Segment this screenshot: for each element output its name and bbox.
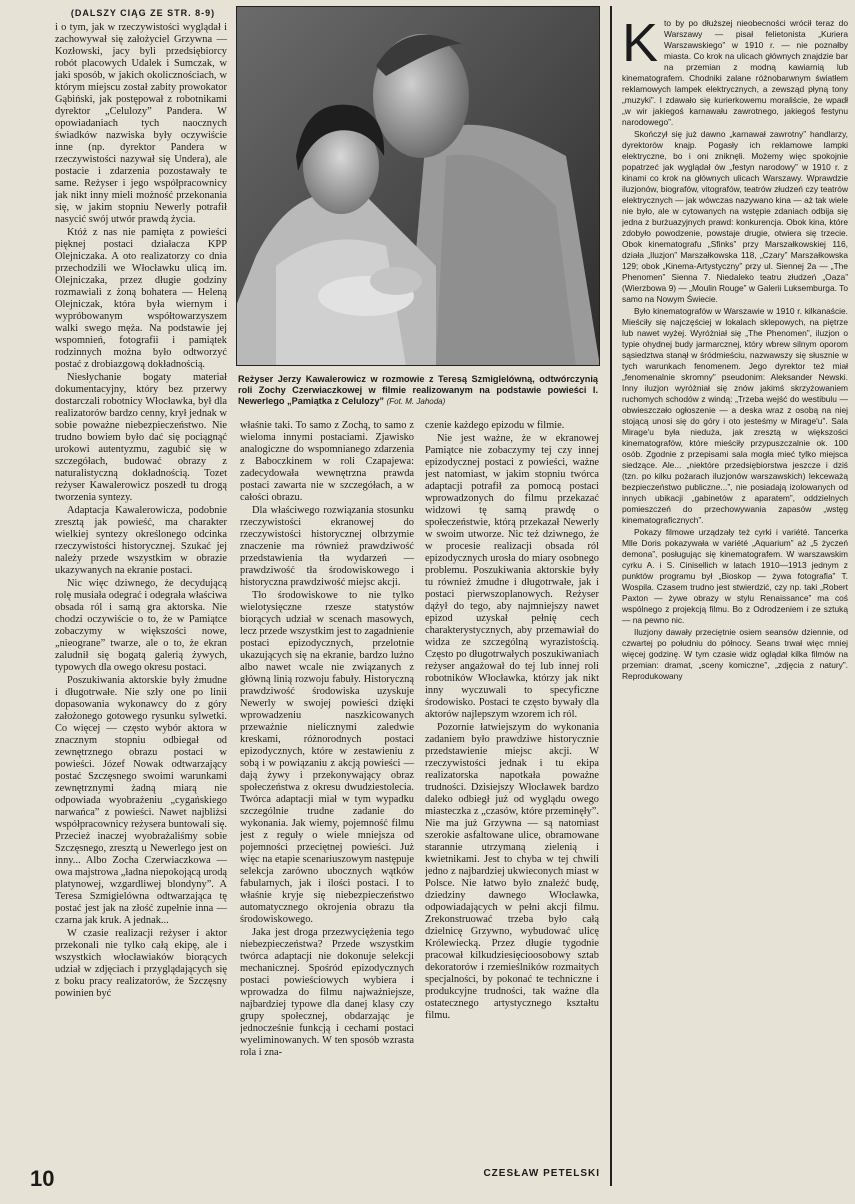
paragraph: Dla właściwego rozwiązania stosunku rzeczywistości ekranowej do rzeczywistości historycznej olbrzymie znaczenie ma również prawdziwość przedstawienia tła wydarzeń — prawdziwość tła środowiskowego i historyczna prawdziwość miejsc akcji. <box>240 505 414 588</box>
continuation-header: (DALSZY CIĄG ZE STR. 8-9) <box>70 8 216 18</box>
paragraph: i o tym, jak w rzeczywistości wyglądał i zachowywał się założyciel Grzywna — Kozłowski, jacy byli przedsiębiorcy robót placowych Udalek i Sumczak, w jaki sposób, w jakich okolicznościach, w którym miejscu został zabity prowokator Gąbiński, jak postępował z robotnikami dyrektor „Celulozy” Pandera. W opowiadaniach tych naocznych świadków nazwiska były oczywiście inne (np. dyrektor Pandera w rzeczywistości nazywał się Undera), ale postacie i zdarzenia pozostawały te same. Reżyser i jego współpracownicy jak nikt inny mieli możność przekonania się, w jakim stopniu Newerly potrafił nasycić swój utwór prawdą życia. <box>55 22 227 225</box>
photo-credit: (Fot. M. Jahoda) <box>386 397 446 406</box>
sidebar-article <box>622 18 848 1178</box>
paragraph: Któż z nas nie pamięta z powieści pięknej postaci działacza KPP Olejniczaka. A oto realizatorzy co dnia przechodzili we Włocławku ulicą im. Olejniczaka, przez długie godziny rozmawiali z żoną bohatera — Heleną Olejniczak, która była wiernym i wypróbowanym współtowarzyszem walki swego męża. Na podstawie jej wspomnień, fotografii i pamiątek rodzinnych można było odtworzyć postać z drobiazgową dokładnością. <box>55 227 227 370</box>
paragraph: właśnie taki. To samo z Zochą, to samo z wieloma innymi postaciami. Zjawisko analogiczne do wspomnianego zdarzenia z Baboczkinem w roli Czapajewa: zadecydowała wewnętrzna prawda postaci zawarta nie w szczegółach, a w całości obrazu. <box>240 420 414 503</box>
film-set-photo <box>236 6 600 366</box>
column-divider <box>610 6 612 1186</box>
paragraph: Jaka jest droga przezwyciężenia tego niebezpieczeństwa? Przede wszystkim twórca adaptacji nie dokonuje selekcji mechanicznej. Spośród epizodycznych postaci powieściowych wybiera i wprowadza do filmu najważniejsze, najbardziej typowe dla danej klasy czy grupy społecznej, obdarzając je jednocześnie funkcją i cechami postaci wyeliminowanych. W ten sposób wzrasta rola i zna- <box>240 927 414 1058</box>
drop-cap: K <box>622 18 659 73</box>
paragraph: czenie każdego epizodu w filmie. <box>425 420 565 431</box>
article-column-3 <box>425 420 599 1192</box>
photo-illustration <box>236 6 600 366</box>
sidebar-article-body <box>622 18 848 682</box>
article-column-1 <box>55 22 227 1157</box>
paragraph: Adaptacja Kawalerowicza, podobnie zresztą jak powieść, ma charakter wielkiej syntezy określonego odcinka rzeczywistości historycznej. Szukać jej należy przede wszystkim w obrazie ukazywanych na ekranie postaci. <box>55 505 227 576</box>
author-signature: CZESŁAW PETELSKI <box>483 1168 600 1179</box>
paragraph: Pozornie łatwiejszym do wykonania zadaniem było prawdziwe historycznie przedstawienie miejsc akcji. W rzeczywistości jednak i tu ekipa realizatorska napotkała poważne trudności. Dzisiejszy Włocławek bardzo daleko odbiegł już od wyglądu owego miasteczka z „czasów, które przeminęły”. Nie ma już Grzywna — są natomiast szerokie asfaltowane ulice, obramowane starannie utrzymaną zielenią i kwietnikami. Jest to chyba w tej chwili jedno z najbardziej ukwieconych miast w Polsce. Nie łatwo było znaleźć budę, dziedziny dawnego Włocławka, odpowiadających w pełni akcji filmu. Zrekonstruować trzeba było całą dzielnicę Grzywno, wybudować ulicę Królewiecką. Przez długie tygodnie pracował kilkudziesięcioosobowy sztab dekoratorów i rzemieślników rozmaitych specjalności, by pokonać te techniczne i produkcyjne trudności, tak ważne dla ostatecznego artystycznego kształtu filmu. <box>425 722 599 1021</box>
paragraph: Tło środowiskowe to nie tylko wielotysięczne rzesze statystów biorących udział w scenach masowych, lecz przede wszystkim jest to zagadnienie postaci epizodycznych, przelotnie ukazujących się na ekranie, bardzo luźno albo nawet wcale nie związanych z główną linią rozwoju fabuły. Historyczną prawdziwość środowiska uzyskuje Newerly w swojej powieści dzięki wprowadzeniu naszkicowanych przeważnie nielicznymi zaledwie kreskami, różnorodnych postaci epizodycznych, które w zestawieniu z sobą i w powiązaniu z akcją powieści — dają żywy i przekonywający obraz społeczeństwa z okresu dwudziestolecia. Twórca adaptacji miał w tym wypadku szczególnie trudne zadanie do wykonania. Jak wiemy, pojemność filmu jest z reguły o wiele mniejsza od pojemności przeciętnej powieści. Już więc na etapie scenariuszowym następuje selekcja zarówno ubocznych wątków fabularnych, jak i ilości postaci. I to właśnie kryje się niebezpieczeństwo automatycznego okrojenia obrazu tła środowiskowego. <box>240 590 414 925</box>
paragraph: Niesłychanie bogaty materiał dokumentacyjny, który bez przerwy dostarczali robotnicy Włocławka, był dla realizatorów bardzo cenny, krył jednak w sobie poważne niebezpieczeństwo. Nie trudno bowiem było dać się pociągnąć urokowi autentyzmu, zagubić się w szczegółach, budować obrazy z naturalistyczną dokładnością. Tozet reżyser Kawalerowicz poszedł tu drogą tworzenia syntezy. <box>55 372 227 503</box>
paragraph: W czasie realizacji reżyser i aktor przekonali nie tylko całą ekipę, ale i wszystkich włocławiaków biorących udział w zdjęciach i przyglądających się z boku pracy realizatorów, że Szczęsny powinien być <box>55 928 227 999</box>
article-column-2 <box>240 420 414 1192</box>
paragraph: Nie jest ważne, że w ekranowej Pamiątce nie zobaczymy tej czy innej epizodycznej postaci z powieści, ważne jest natomiast, w jakim stopniu twórca adaptacji potrafił za pomocą postaci wprowadzonych do filmu przekazać widzowi tę samą prawdę o społeczeństwie, którą przekazał Newerly w swoim utworze. Nic też dziwnego, że w procesie realizacji obsada ról epizodycznych urosła do miary osobnego problemu. Poszukiwania aktorskie były tu również żmudne i długotrwałe, jak i postaci pierwszoplanowych. Reżyser dążył do tego, aby najmniejszy nawet epizod uzyskał pełnię cech charakterystycznych, aby przemawiał do widza ze szczególną wyrazistością. Często po długotrwałych poszukiwaniach reżyser angażował do tej lub innej roli robotników Włocławka, którzy jak nikt inny wyczuwali to specyficzne środowisko. Postaci te często bywały dla aktorów najlepszym wzorem ich ról. <box>425 433 599 720</box>
paragraph: Skończył się już dawno „karnawał zawrotny” handlarzy, dyrektorów knajp. Pogasły ich reklamowe lampki elektryczne, bo i oni zniknęli. Możemy więc spokojnie popatrzeć jak wyglądał ów „festyn narodowy” w 1910 r. z kinami co krok na głównych ulicach Warszawy. Wprawdzie iluzjonów, biografów, vitografów, teatrów złudzeń czy teatrów elektrycznych — jak wówczas nazywano kina — aż tak wiele nie było, ale w cytowanych na wstępie zdaniach odbija się jedna z burżuazyjnych prawd: konkurencja. Obok kina, które zdobyło powodzenie, powstaje drugie, otwiera się trzecie. Obok kinematografu „Sfinks” przy Marszałkowskiej 116, działa „Iluzjon” Marszałkowska 118, „Czary” Marszałkowska 129; obok „Kinema-Artystyczny” przy ul. Siennej 2a — „The Phenomen” Sienna 7. Niedaleko teatru złudzeń „Oaza” (Wierzbowa 9) — „Moulin Rouge” w Galerii Luksemburga. To samo na Nowym Świecie. <box>622 129 848 304</box>
paragraph: to by po dłuższej nieobecności wrócił teraz do Warszawy — pisał felietonista „Kuriera Warszawskiego” w 1910 r. — nie poznałby miasta. Co krok na ulicach głównych znajdzie bar na przemian z modną kawiarnią lub kinematografem. Chodniki zalane różnobarwnym światłem reklamowych lampek elektrycznych, a zewsząd płyną tony „muzyki”. I zdawało się kurierkowemu moraliście, że wpadł „w wir jakiegoś karnawału zawrotnego, jakiegoś festynu narodowego”. <box>622 18 848 127</box>
paragraph: Było kinematografów w Warszawie w 1910 r. kilkanaście. Mieściły się najczęściej w lokalach sklepowych, na piętrze lub nawet wyżej. Wyróżniał się „The Phenomen”, iluzjon o typie ohydnej budy jarmarcznej, który wbrew silnym oporom sąsiedztwa stanął w śródmieściu, nazwawszy się słusznie w tych warunkach fenomenem. Jego dyrektor też miał „fenomenalnie skromny” pseudonim: Aleksander Newski. Inny iluzjon wyróżniał się znów jakimś skrzyżowaniem ruchomych schodów z windą: „Trzeba wejść do westibulu — obwieszczało ogłoszenie — a deska wraz z osobą na niej stojącą unosi się do góry i oto jesteśmy w Mirage'u”. Sala Mirage'u była nieduża, jak zresztą w większości kinematografów, które mieściły przypuszczalnie ok. 100 osób. Zgodnie z przepisami sala mogła mieć tylko miejsca siedzące. Ale... „niektóre przedsiębiorstwa jeszcze i dziś (tzn. po kilku pożarach iluzjonów warszawskich) lekceważą bezpieczeństwo publiczne...”, nie posiadają izolowanych od innych ubikacji „gabinetów z aparatem”, oddzielnych pomieszczeń do przechowywania zapasów „wstęg kinematograficznych”. <box>622 306 848 525</box>
paragraph: Nic więc dziwnego, że decydującą rolę musiała odegrać i odegrała właściwa obsada ról i samą gra aktorska. Nie chodzi oczywiście o to, że w Pamiątce zobaczymy w większości nowe, „nieograne” twarze, ale o to, że ekran zaludnił się bogatą galerią żywych, typowych dla owego okresu postaci. <box>55 578 227 673</box>
photo-caption <box>238 374 598 407</box>
paragraph: Iluzjony dawały przeciętnie osiem seansów dziennie, od czwartej po południu do północy. Seans trwał więc mniej więcej godzinę. W tym czasie widz oglądał kilka filmów na przemian: dramat, „sceny komiczne”, „zdjęcia z natury”. Reprodukowany <box>622 627 848 681</box>
paragraph: Poszukiwania aktorskie były żmudne i długotrwałe. Nie szły one po linii dopasowania wykonawcy do z góry założonego gotowego rysunku sylwetki. Co więcej — często wybór aktora w znacznym stopniu odbiegał od zewnętrznego obrazu postaci w powieści. Józef Nowak odtwarzający postać Szczęsnego swoimi warunkami zewnętrznymi żadną miarą nie odpowiada wyobrażeniu „cygańskiego narwańca” z powieści. Nawet najbliżsi współpracownicy reżysera buntowali się. Przecież inaczej wyobrażaliśmy sobie Szczęsnego, zresztą u Newerlego jest on inny... Albo Zocha Czerwiaczkowa — owa majstrowa „ładna niepokojącą urodą platynowej, wzgardliwej blondyny”. A Teresa Szmigielówna odtwarzająca tę postać jest jak na złość zupełnie inna — czarna jak kruk. A jednak... <box>55 675 227 926</box>
page-number: 10 <box>30 1166 55 1191</box>
photo-caption-text: Reżyser Jerzy Kawalerowicz w rozmowie z Teresą Szmiglelówną, odtwórczynią roli Zochy Czerwiaczkowej w filmie realizowanym na podstawie powieści I. Newerlego „Pamiątka z Celulozy” <box>238 374 598 406</box>
paragraph: Pokazy filmowe urządzały też cyrki i variété. Tancerka Mlle Doris pokazywała w variété „Aquarium” aż „5 życzeń demona”, posługując się kinematografem. W warszawskim cyrku A. i S. Cinisellich w latach 1910—1913 jednym z punktów programu był „Bioskop — żywa fotografia” T. Wospila. Czasem trudno jest stwierdzić, czy np. taki „Robert Paxton — żywe obrazy w stylu Renaissance” ma coś wspólnego z projekcją filmu. Bo z Odrodzeniem i ze sztuką — na pewno nic. <box>622 527 848 625</box>
